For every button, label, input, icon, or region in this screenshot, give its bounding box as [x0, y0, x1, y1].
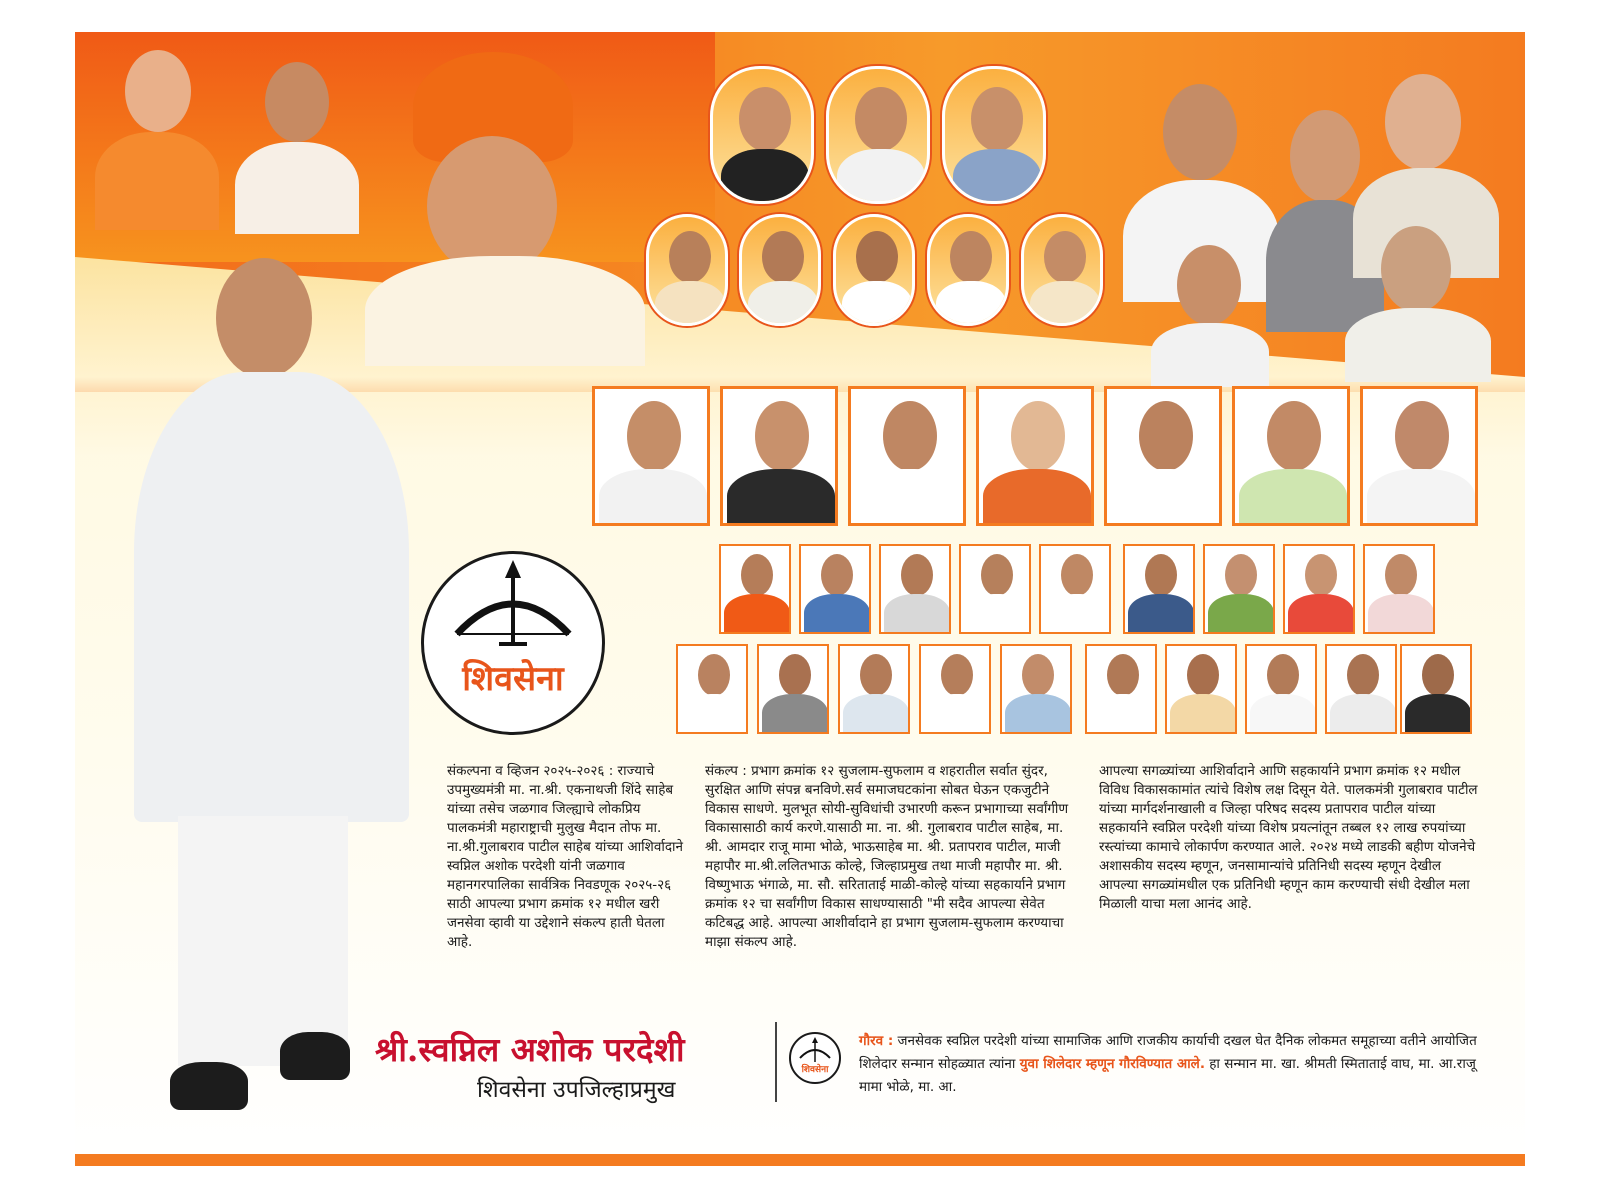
portrait-senior-leader-1 — [87, 40, 227, 230]
portrait-oval — [927, 214, 1009, 326]
candidate-designation: शिवसेना उपजिल्हाप्रमुख — [477, 1077, 676, 1103]
portrait-small — [1039, 544, 1111, 634]
portrait-small — [799, 544, 871, 634]
portrait-small — [1085, 644, 1157, 734]
portrait-small — [1363, 544, 1435, 634]
portrait-leader-top-right-5 — [1337, 222, 1497, 382]
party-name: शिवसेना — [462, 659, 564, 699]
portrait-small — [757, 644, 829, 734]
portrait-small — [719, 544, 791, 634]
portrait-small — [1123, 544, 1195, 634]
portrait-frame — [592, 386, 710, 526]
portrait-leader-top-right-4 — [1145, 237, 1275, 387]
small-party-name: शिवसेना — [801, 1065, 829, 1075]
honour-label: गौरव : — [859, 1033, 894, 1049]
portrait-oval — [1021, 214, 1103, 326]
portrait-small — [676, 644, 748, 734]
portrait-small — [879, 544, 951, 634]
resolution-text: संकल्प : प्रभाग क्रमांक १२ सुजलाम-सुफलाम व शहरातील सर्वात सुंदर, सुरक्षित आणि संपन्न बनविणे.सर्व समाजघटकांना सोबत घेऊन एकजुटीने विकास साधणे. मुलभूत सोयी-सुविधांची उभारणी करून प्रभागाच्या सर्वांगीण विकासासाठी कार्य करणे.यासाठी मा. ना. श्री. गुलाबराव पाटील साहेब, मा. श्री. आमदार राजू मामा भोळे, भाऊसाहेब मा. श्री. प्रतापराव पाटील, माजी महापौर मा.श्री.ललितभाऊ कोल्हे, जिल्हाप्रमुख तथा माजी महापौर मा. श्री. विष्णुभाऊ भंगाळे, मा. सौ. सरिताताई माळी-कोल्हे यांच्या सहकार्याने प्रभाग क्रमांक १२ चा सर्वांगीण विकास साधण्यासाठी "मी सदैव आपल्या सेवेत कटिबद्ध आहे. आपल्या आशीर्वादाने हा प्रभाग सुजलाम-सुफलाम करण्याचा माझा संकल्प आहे. — [705, 763, 1069, 950]
portrait-small — [1203, 544, 1275, 634]
achievements-text: आपल्या सगळ्यांच्या आशिर्वादाने आणि सहकार्याने प्रभाग क्रमांक १२ मधील विविध विकासकामांत त्यांचे विशेष लक्ष दिसून येते. पालकमंत्री गुलाबराव पाटील यांच्या मार्गदर्शनाखाली व जिल्हा परिषद सदस्य प्रतापराव पाटील यांच्या सहकार्याने स्वप्निल परदेशी यांच्या विशेष प्रयत्नांतून तब्बल १२ लाख रुपयांच्या रस्त्यांच्या कामाचे लोकार्पण करण्यात आले. २०२४ मध्ये लाडकी बहीण योजनेचे अशासकीय सदस्य म्हणून, जनसामान्यांचे प्रतिनिधी सदस्य म्हणून देखील आपल्या सगळ्यांमधील एक प्रतिनिधी म्हणून काम करण्याची संधी देखील मला मिळाली याचा मला आनंद आहे. — [1099, 763, 1478, 912]
portrait-small — [1165, 644, 1237, 734]
party-logo — [421, 551, 605, 735]
honour-text-2: हा सन्मान मा. खा. श्रीमती स्मिताताई वाघ, मा. आ.राजू मामा भोळे, मा. आ. — [859, 1056, 1476, 1095]
portrait-oval — [826, 66, 930, 204]
candidate-portrait — [130, 254, 415, 1134]
portrait-small — [959, 544, 1031, 634]
portrait-small — [1325, 644, 1397, 734]
poster — [75, 32, 1525, 1166]
portrait-oval — [710, 66, 814, 204]
portrait-senior-leader-2 — [225, 54, 365, 234]
divider — [775, 1022, 777, 1102]
honour-text-1: जनसेवक स्वप्निल परदेशी यांच्या सामाजिक आणि राजकीय कार्याची दखल घेत दैनिक लोकमत समूहाच्या वतीने आयोजित शिलेदार सन्मान सोहळ्यात त्यांना — [859, 1033, 1477, 1072]
honour-text — [859, 1030, 1499, 1099]
portrait-frame — [848, 386, 966, 526]
portrait-small — [1283, 544, 1355, 634]
portrait-small — [1400, 644, 1472, 734]
candidate-name: श्री.स्वप्निल अशोक परदेशी — [375, 1030, 685, 1069]
portrait-frame — [1360, 386, 1478, 526]
portrait-small — [838, 644, 910, 734]
portrait-oval — [833, 214, 915, 326]
footer-bar — [75, 1154, 1525, 1166]
portrait-oval — [739, 214, 821, 326]
portrait-frame — [976, 386, 1094, 526]
bow-and-arrow-icon — [421, 554, 605, 654]
portrait-oval — [942, 66, 1046, 204]
vision-text: संकल्पना व व्हिजन २०२५-२०२६ : राज्याचे उपमुख्यमंत्री मा. ना.श्री. एकनाथजी शिंदे साहेब यांच्या तसेच जळगाव जिल्ह्याचे लोकप्रिय पालकमंत्री महाराष्ट्राची मुलुख मैदान तोफ मा. ना.श्री.गुलाबराव पाटील साहेब यांच्या आशिर्वादाने स्वप्निल अशोक परदेशी यांनी जळगाव महानगरपालिका सार्वत्रिक निवडणूक २०२५-२६ साठी आपल्या प्रभाग क्रमांक १२ मधील खरी जनसेवा व्हावी या उद्देशाने संकल्प हाती घेतला आहे. — [447, 763, 684, 950]
honour-highlight: युवा शिलेदार म्हणून गौरविण्यात आले. — [1019, 1056, 1205, 1072]
portrait-oval — [646, 214, 728, 326]
portrait-frame — [1232, 386, 1350, 526]
portrait-small — [1245, 644, 1317, 734]
portrait-small — [1000, 644, 1072, 734]
portrait-small — [919, 644, 991, 734]
small-party-logo — [789, 1032, 841, 1084]
portrait-frame — [1104, 386, 1222, 526]
portrait-frame — [720, 386, 838, 526]
